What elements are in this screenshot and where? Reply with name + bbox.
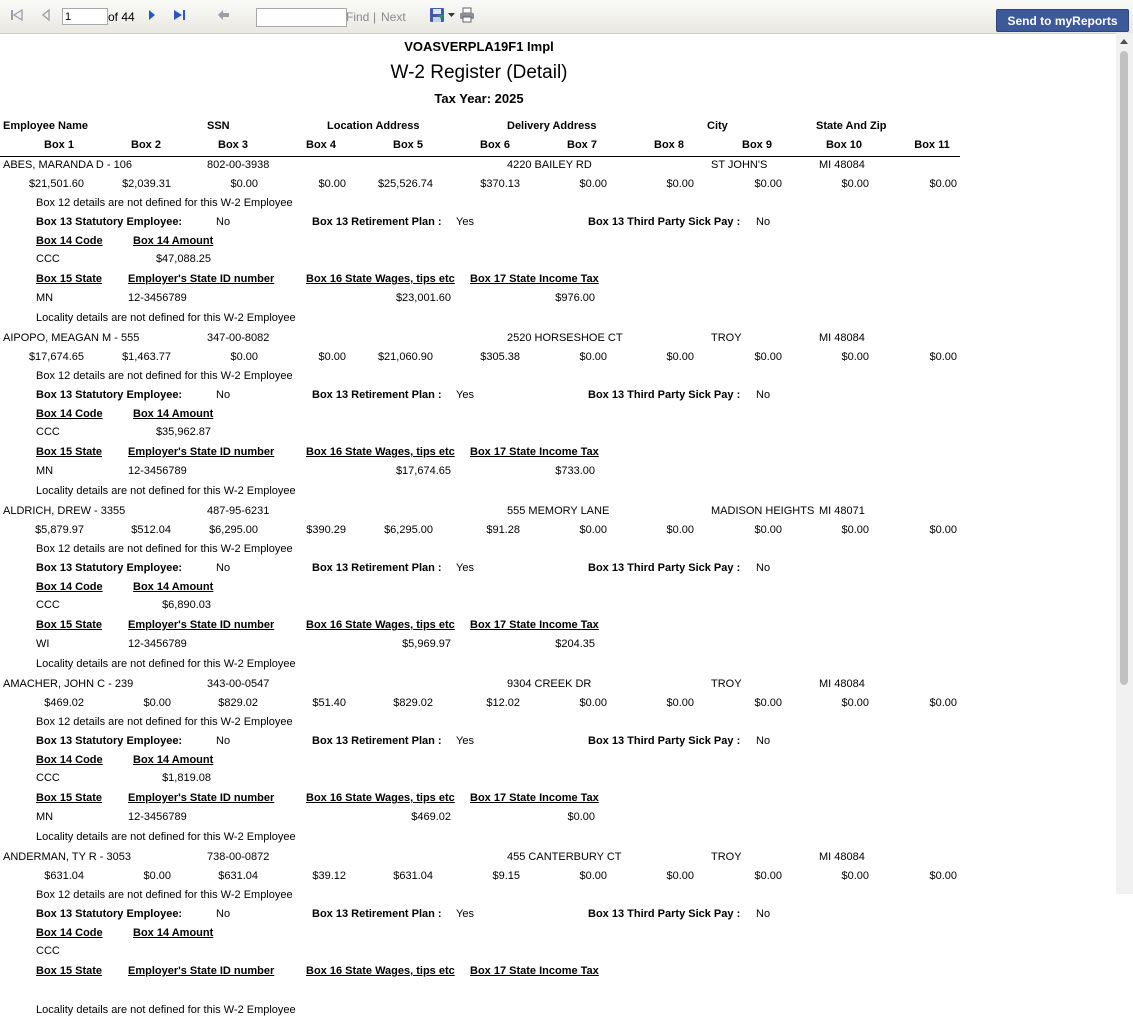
box-4-value: $39.12 [312, 870, 346, 882]
col-box-11: Box 11 [914, 139, 950, 151]
report-body [0, 33, 1116, 1016]
box-3-value: $631.04 [218, 870, 258, 882]
box13-retirement-label: Box 13 Retirement Plan : [312, 389, 442, 401]
box13-statutory-label: Box 13 Statutory Employee: [36, 216, 183, 228]
box13-retirement-value: Yes [456, 735, 474, 747]
col-location-address: Location Address [327, 120, 420, 132]
col-box-9: Box 9 [742, 139, 772, 151]
employee-state-zip: MI 48084 [819, 678, 865, 690]
box-7-value: $0.00 [579, 351, 607, 363]
employee-name: ALDRICH, DREW - 3355 [3, 505, 126, 517]
employee-ssn: 343-00-0547 [207, 678, 270, 690]
employer-state-id-value: 12-3456789 [128, 465, 187, 477]
box16-label: Box 16 State Wages, tips etc [306, 619, 455, 631]
box-2-value: $2,039.31 [122, 178, 171, 190]
employee-state-zip: MI 48071 [819, 505, 865, 517]
box17-label: Box 17 State Income Tax [470, 446, 599, 458]
col-box-6: Box 6 [480, 139, 510, 151]
company-name: VOASVERPLA19F1 Impl [404, 39, 554, 54]
box14-amount-label: Box 14 Amount [133, 408, 214, 420]
box-11-value: $0.00 [929, 870, 957, 882]
employer-state-id-label: Employer's State ID number [128, 965, 275, 977]
find-next-link[interactable]: Next [381, 10, 406, 24]
box-7-value: $0.00 [579, 178, 607, 190]
find-link[interactable]: Find [346, 10, 370, 24]
col-box-10: Box 10 [825, 139, 863, 151]
box14-code-label: Box 14 Code [36, 235, 103, 247]
scroll-thumb[interactable] [1120, 51, 1128, 685]
page-count-label: of 44 [108, 10, 135, 24]
employee-record [0, 159, 960, 332]
box-9-value: $0.00 [754, 178, 782, 190]
box15-state-label: Box 15 State [36, 965, 103, 977]
box14-code-label: Box 14 Code [36, 408, 103, 420]
box-8-value: $0.00 [666, 870, 694, 882]
locality-note: Locality details are not defined for this W-2 Employee [36, 658, 296, 670]
box13-statutory-label: Box 13 Statutory Employee: [36, 562, 183, 574]
employee-delivery-address: 555 MEMORY LANE [507, 505, 610, 517]
col-state-zip: State And Zip [816, 120, 887, 132]
box-11-value: $0.00 [929, 351, 957, 363]
box-1-value: $17,674.65 [28, 351, 84, 363]
employee-name: ABES, MARANDA D - 106 [3, 159, 132, 171]
box-1-value: $5,879.97 [35, 524, 84, 536]
box-11-value: $0.00 [929, 524, 957, 536]
box16-label: Box 16 State Wages, tips etc [306, 273, 455, 285]
locality-note: Locality details are not defined for this W-2 Employee [36, 312, 296, 324]
box16-value: $469.02 [411, 811, 451, 823]
col-box-4: Box 4 [306, 139, 336, 151]
box-8-value: $0.00 [666, 697, 694, 709]
col-box-3: Box 3 [218, 139, 248, 151]
box12-note: Box 12 details are not defined for this W-2 Employee [36, 889, 293, 901]
col-delivery-address: Delivery Address [507, 120, 597, 132]
box-1-value: $631.04 [44, 870, 84, 882]
box13-retirement-value: Yes [456, 389, 474, 401]
box12-note: Box 12 details are not defined for this W-2 Employee [36, 543, 293, 555]
employee-state-zip: MI 48084 [819, 159, 865, 171]
first-page-icon[interactable] [9, 7, 25, 23]
box14-code-value: CCC [36, 772, 60, 784]
box12-note: Box 12 details are not defined for this W-2 Employee [36, 716, 293, 728]
box12-note: Box 12 details are not defined for this W-2 Employee [36, 370, 293, 382]
employee-record [0, 678, 960, 851]
col-box-5: Box 5 [393, 139, 423, 151]
employer-state-id-value: 12-3456789 [128, 638, 187, 650]
box14-code-value: CCC [36, 426, 60, 438]
col-ssn: SSN [207, 120, 230, 132]
box-11-value: $0.00 [929, 178, 957, 190]
box13-retirement-value: Yes [456, 908, 474, 920]
box14-amount-label: Box 14 Amount [133, 235, 214, 247]
box15-state-value: MN [36, 292, 54, 304]
box-2-value: $512.04 [131, 524, 171, 536]
scroll-up-arrow-icon[interactable] [1120, 39, 1128, 44]
box-3-value: $829.02 [218, 697, 258, 709]
header-divider [0, 156, 960, 157]
last-page-icon[interactable] [171, 7, 187, 23]
box-4-value: $51.40 [312, 697, 346, 709]
employer-state-id-label: Employer's State ID number [128, 446, 275, 458]
previous-page-icon[interactable] [38, 7, 54, 23]
box13-retirement-value: Yes [456, 216, 474, 228]
employee-name: AMACHER, JOHN C - 239 [3, 678, 134, 690]
box-6-value: $91.28 [486, 524, 520, 536]
box14-code-label: Box 14 Code [36, 754, 103, 766]
employer-state-id-value: 12-3456789 [128, 292, 187, 304]
box14-amount-value: $35,962.87 [155, 426, 211, 438]
box-5-value: $6,295.00 [384, 524, 433, 536]
box-10-value: $0.00 [841, 697, 869, 709]
box-10-value: $0.00 [841, 351, 869, 363]
box-7-value: $0.00 [579, 524, 607, 536]
employee-record [0, 332, 960, 505]
box-6-value: $305.38 [480, 351, 520, 363]
employee-city: TROY [711, 851, 742, 863]
col-city: City [707, 120, 728, 132]
box13-sick-pay-label: Box 13 Third Party Sick Pay : [588, 908, 741, 920]
box-6-value: $370.13 [480, 178, 520, 190]
col-box-2: Box 2 [131, 139, 161, 151]
box-9-value: $0.00 [754, 524, 782, 536]
box-1-value: $21,501.60 [28, 178, 84, 190]
box15-state-value: MN [36, 811, 54, 823]
box17-label: Box 17 State Income Tax [470, 792, 599, 804]
employee-state-zip: MI 48084 [819, 851, 865, 863]
dropdown-arrow-icon[interactable] [447, 7, 455, 23]
locality-note: Locality details are not defined for this W-2 Employee [36, 485, 296, 497]
employee-delivery-address: 2520 HORSESHOE CT [507, 332, 623, 344]
box15-state-value: WI [36, 638, 50, 650]
box13-retirement-label: Box 13 Retirement Plan : [312, 562, 442, 574]
employee-record [0, 851, 960, 1024]
box16-value: $5,969.97 [402, 638, 451, 650]
box13-sick-pay-label: Box 13 Third Party Sick Pay : [588, 389, 741, 401]
export-save-icon[interactable] [429, 7, 445, 23]
employee-city: ST JOHN'S [711, 159, 768, 171]
box13-retirement-value: Yes [456, 562, 474, 574]
box-5-value: $829.02 [393, 697, 433, 709]
box-2-value: $1,463.77 [122, 351, 171, 363]
box14-amount-value: $1,819.08 [162, 772, 211, 784]
box16-value: $17,674.65 [395, 465, 451, 477]
box-4-value: $0.00 [318, 178, 346, 190]
box17-value: $733.00 [555, 465, 595, 477]
employer-state-id-value: 12-3456789 [128, 811, 187, 823]
box13-statutory-label: Box 13 Statutory Employee: [36, 389, 183, 401]
box16-value: $23,001.60 [395, 292, 451, 304]
back-icon[interactable] [216, 7, 232, 23]
box-3-value: $0.00 [230, 351, 258, 363]
employer-state-id-label: Employer's State ID number [128, 792, 275, 804]
employee-city: MADISON HEIGHTS [711, 505, 815, 517]
box14-amount-label: Box 14 Amount [133, 581, 214, 593]
box13-statutory-value: No [216, 562, 231, 574]
box13-sick-pay-label: Box 13 Third Party Sick Pay : [588, 562, 741, 574]
box-10-value: $0.00 [841, 178, 869, 190]
box15-state-value: MN [36, 465, 54, 477]
box13-statutory-value: No [216, 389, 231, 401]
employee-delivery-address: 9304 CREEK DR [507, 678, 592, 690]
employee-state-zip: MI 48084 [819, 332, 865, 344]
next-page-icon[interactable] [144, 7, 160, 23]
employee-record [0, 505, 960, 678]
employee-city: TROY [711, 678, 742, 690]
send-to-myreports-button[interactable]: Send to myReports [996, 9, 1129, 32]
page-number-input[interactable] [62, 8, 108, 25]
box17-label: Box 17 State Income Tax [470, 273, 599, 285]
employee-city: TROY [711, 332, 742, 344]
box14-amount-value: $6,890.03 [162, 599, 211, 611]
col-box-8: Box 8 [654, 139, 684, 151]
box-9-value: $0.00 [754, 697, 782, 709]
box16-label: Box 16 State Wages, tips etc [306, 965, 455, 977]
box-5-value: $25,526.74 [377, 178, 433, 190]
locality-note: Locality details are not defined for this W-2 Employee [36, 1004, 296, 1016]
box-1-value: $469.02 [44, 697, 84, 709]
box13-sick-pay-value: No [756, 389, 771, 401]
box-11-value: $0.00 [929, 697, 957, 709]
box14-code-value: CCC [36, 945, 60, 957]
col-employee-name: Employee Name [3, 120, 88, 132]
box13-statutory-value: No [216, 216, 231, 228]
employer-state-id-label: Employer's State ID number [128, 273, 275, 285]
box-10-value: $0.00 [841, 524, 869, 536]
box15-state-label: Box 15 State [36, 619, 103, 631]
box13-retirement-label: Box 13 Retirement Plan : [312, 908, 442, 920]
employer-state-id-label: Employer's State ID number [128, 619, 275, 631]
box15-state-label: Box 15 State [36, 273, 103, 285]
box17-label: Box 17 State Income Tax [470, 965, 599, 977]
vertical-scrollbar[interactable] [1116, 33, 1133, 894]
box-7-value: $0.00 [579, 697, 607, 709]
box14-amount-label: Box 14 Amount [133, 927, 214, 939]
box13-sick-pay-value: No [756, 562, 771, 574]
box14-code-value: CCC [36, 253, 60, 265]
box-9-value: $0.00 [754, 351, 782, 363]
employee-ssn: 738-00-0872 [207, 851, 270, 863]
box12-note: Box 12 details are not defined for this W-2 Employee [36, 197, 293, 209]
print-icon[interactable] [459, 7, 475, 23]
box13-retirement-label: Box 13 Retirement Plan : [312, 216, 442, 228]
employee-ssn: 347-00-8082 [207, 332, 270, 344]
box14-amount-label: Box 14 Amount [133, 754, 214, 766]
box13-sick-pay-label: Box 13 Third Party Sick Pay : [588, 216, 741, 228]
box15-state-label: Box 15 State [36, 792, 103, 804]
box14-code-label: Box 14 Code [36, 581, 103, 593]
box-9-value: $0.00 [754, 870, 782, 882]
box14-code-label: Box 14 Code [36, 927, 103, 939]
box16-label: Box 16 State Wages, tips etc [306, 446, 455, 458]
box-3-value: $0.00 [230, 178, 258, 190]
box14-code-value: CCC [36, 599, 60, 611]
box-6-value: $9.15 [492, 870, 520, 882]
tax-year: Tax Year: 2025 [434, 91, 524, 106]
col-box-1: Box 1 [44, 139, 74, 151]
employee-delivery-address: 4220 BAILEY RD [507, 159, 592, 171]
box13-statutory-label: Box 13 Statutory Employee: [36, 735, 183, 747]
box-2-value: $0.00 [143, 697, 171, 709]
box13-sick-pay-label: Box 13 Third Party Sick Pay : [588, 735, 741, 747]
report-title: W-2 Register (Detail) [390, 62, 568, 83]
employee-delivery-address: 455 CANTERBURY CT [507, 851, 622, 863]
box-4-value: $390.29 [306, 524, 346, 536]
box13-sick-pay-value: No [756, 908, 771, 920]
find-text-input[interactable] [256, 8, 347, 27]
report-toolbar [0, 0, 1133, 34]
box13-statutory-value: No [216, 735, 231, 747]
box-6-value: $12.02 [486, 697, 520, 709]
box17-value: $976.00 [555, 292, 595, 304]
box-2-value: $0.00 [143, 870, 171, 882]
employee-name: AIPOPO, MEAGAN M - 555 [3, 332, 140, 344]
box13-statutory-label: Box 13 Statutory Employee: [36, 908, 183, 920]
box13-retirement-label: Box 13 Retirement Plan : [312, 735, 442, 747]
box-3-value: $6,295.00 [209, 524, 258, 536]
box15-state-label: Box 15 State [36, 446, 103, 458]
box-8-value: $0.00 [666, 524, 694, 536]
box13-sick-pay-value: No [756, 735, 771, 747]
box17-label: Box 17 State Income Tax [470, 619, 599, 631]
box-10-value: $0.00 [841, 870, 869, 882]
box16-label: Box 16 State Wages, tips etc [306, 792, 455, 804]
box-8-value: $0.00 [666, 351, 694, 363]
box17-value: $0.00 [567, 811, 595, 823]
employee-name: ANDERMAN, TY R - 3053 [3, 851, 131, 863]
box13-sick-pay-value: No [756, 216, 771, 228]
box-8-value: $0.00 [666, 178, 694, 190]
col-box-7: Box 7 [567, 139, 597, 151]
box14-amount-value: $47,088.25 [155, 253, 211, 265]
box-5-value: $631.04 [393, 870, 433, 882]
employee-ssn: 802-00-3938 [207, 159, 270, 171]
box-5-value: $21,060.90 [377, 351, 433, 363]
box13-statutory-value: No [216, 908, 231, 920]
find-separator: | [373, 10, 377, 24]
box17-value: $204.35 [555, 638, 595, 650]
locality-note: Locality details are not defined for this W-2 Employee [36, 831, 296, 843]
box-7-value: $0.00 [579, 870, 607, 882]
employee-ssn: 487-95-6231 [207, 505, 270, 517]
box-4-value: $0.00 [318, 351, 346, 363]
